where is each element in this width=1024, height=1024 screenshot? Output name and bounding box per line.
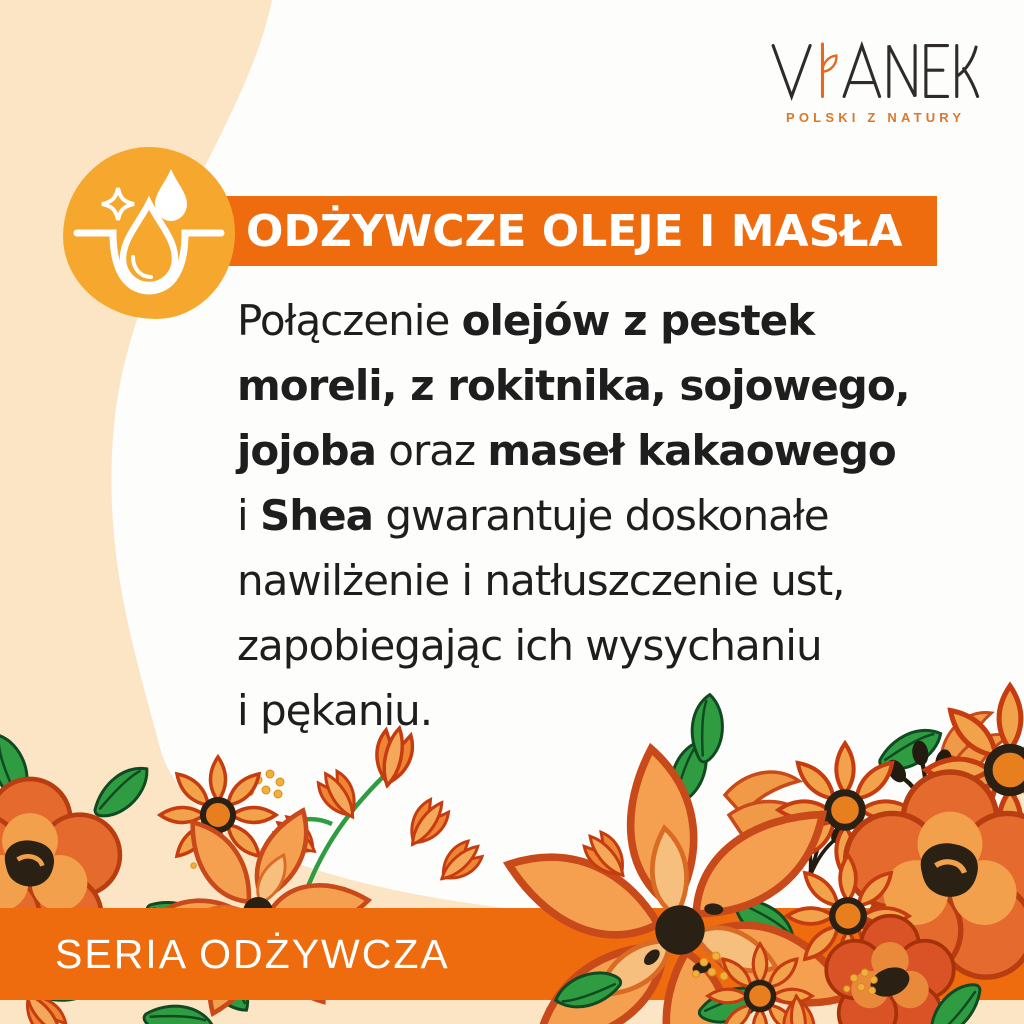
logo-letter-v: [773, 46, 810, 97]
sparkle-icon: [102, 188, 134, 220]
logo-tagline: POLSKI Z NATURY: [786, 110, 966, 125]
drop-filled-icon: [155, 169, 187, 221]
oil-drop-absorption-icon: [63, 147, 235, 319]
body-line: i pękaniu.: [237, 686, 433, 735]
body-line: jojoba oraz maseł kakaowego: [237, 426, 896, 475]
oil-drop-badge: [63, 147, 235, 319]
logo-sprout-i: [822, 44, 836, 96]
vianek-logo: [770, 40, 990, 135]
logo-letter-a: [844, 46, 880, 97]
body-line: nawilżenie i natłuszczenie ust,: [237, 556, 845, 605]
body-line: Połączenie olejów z pestek: [237, 296, 815, 345]
logo-letter-n: [889, 46, 915, 97]
series-label: SERIA ODŻYWCZA: [55, 930, 450, 977]
title-banner: [200, 196, 937, 266]
body-line: moreli, z rokitnika, sojowego,: [237, 361, 910, 410]
logo-letter-e: [926, 46, 948, 97]
drop-highlight: [133, 257, 151, 277]
logo-letter-k: [957, 46, 978, 97]
body-line: i Shea gwarantuje doskonałe: [237, 491, 829, 540]
folk-floral-cluster-right: [548, 726, 1024, 1024]
vianek-logo-mark: [770, 40, 983, 102]
page-title: ODŻYWCZE OLEJE I MASŁA: [246, 205, 903, 257]
body-text: [237, 288, 997, 743]
body-line: zapobiegając ich wysychaniu: [237, 621, 822, 670]
